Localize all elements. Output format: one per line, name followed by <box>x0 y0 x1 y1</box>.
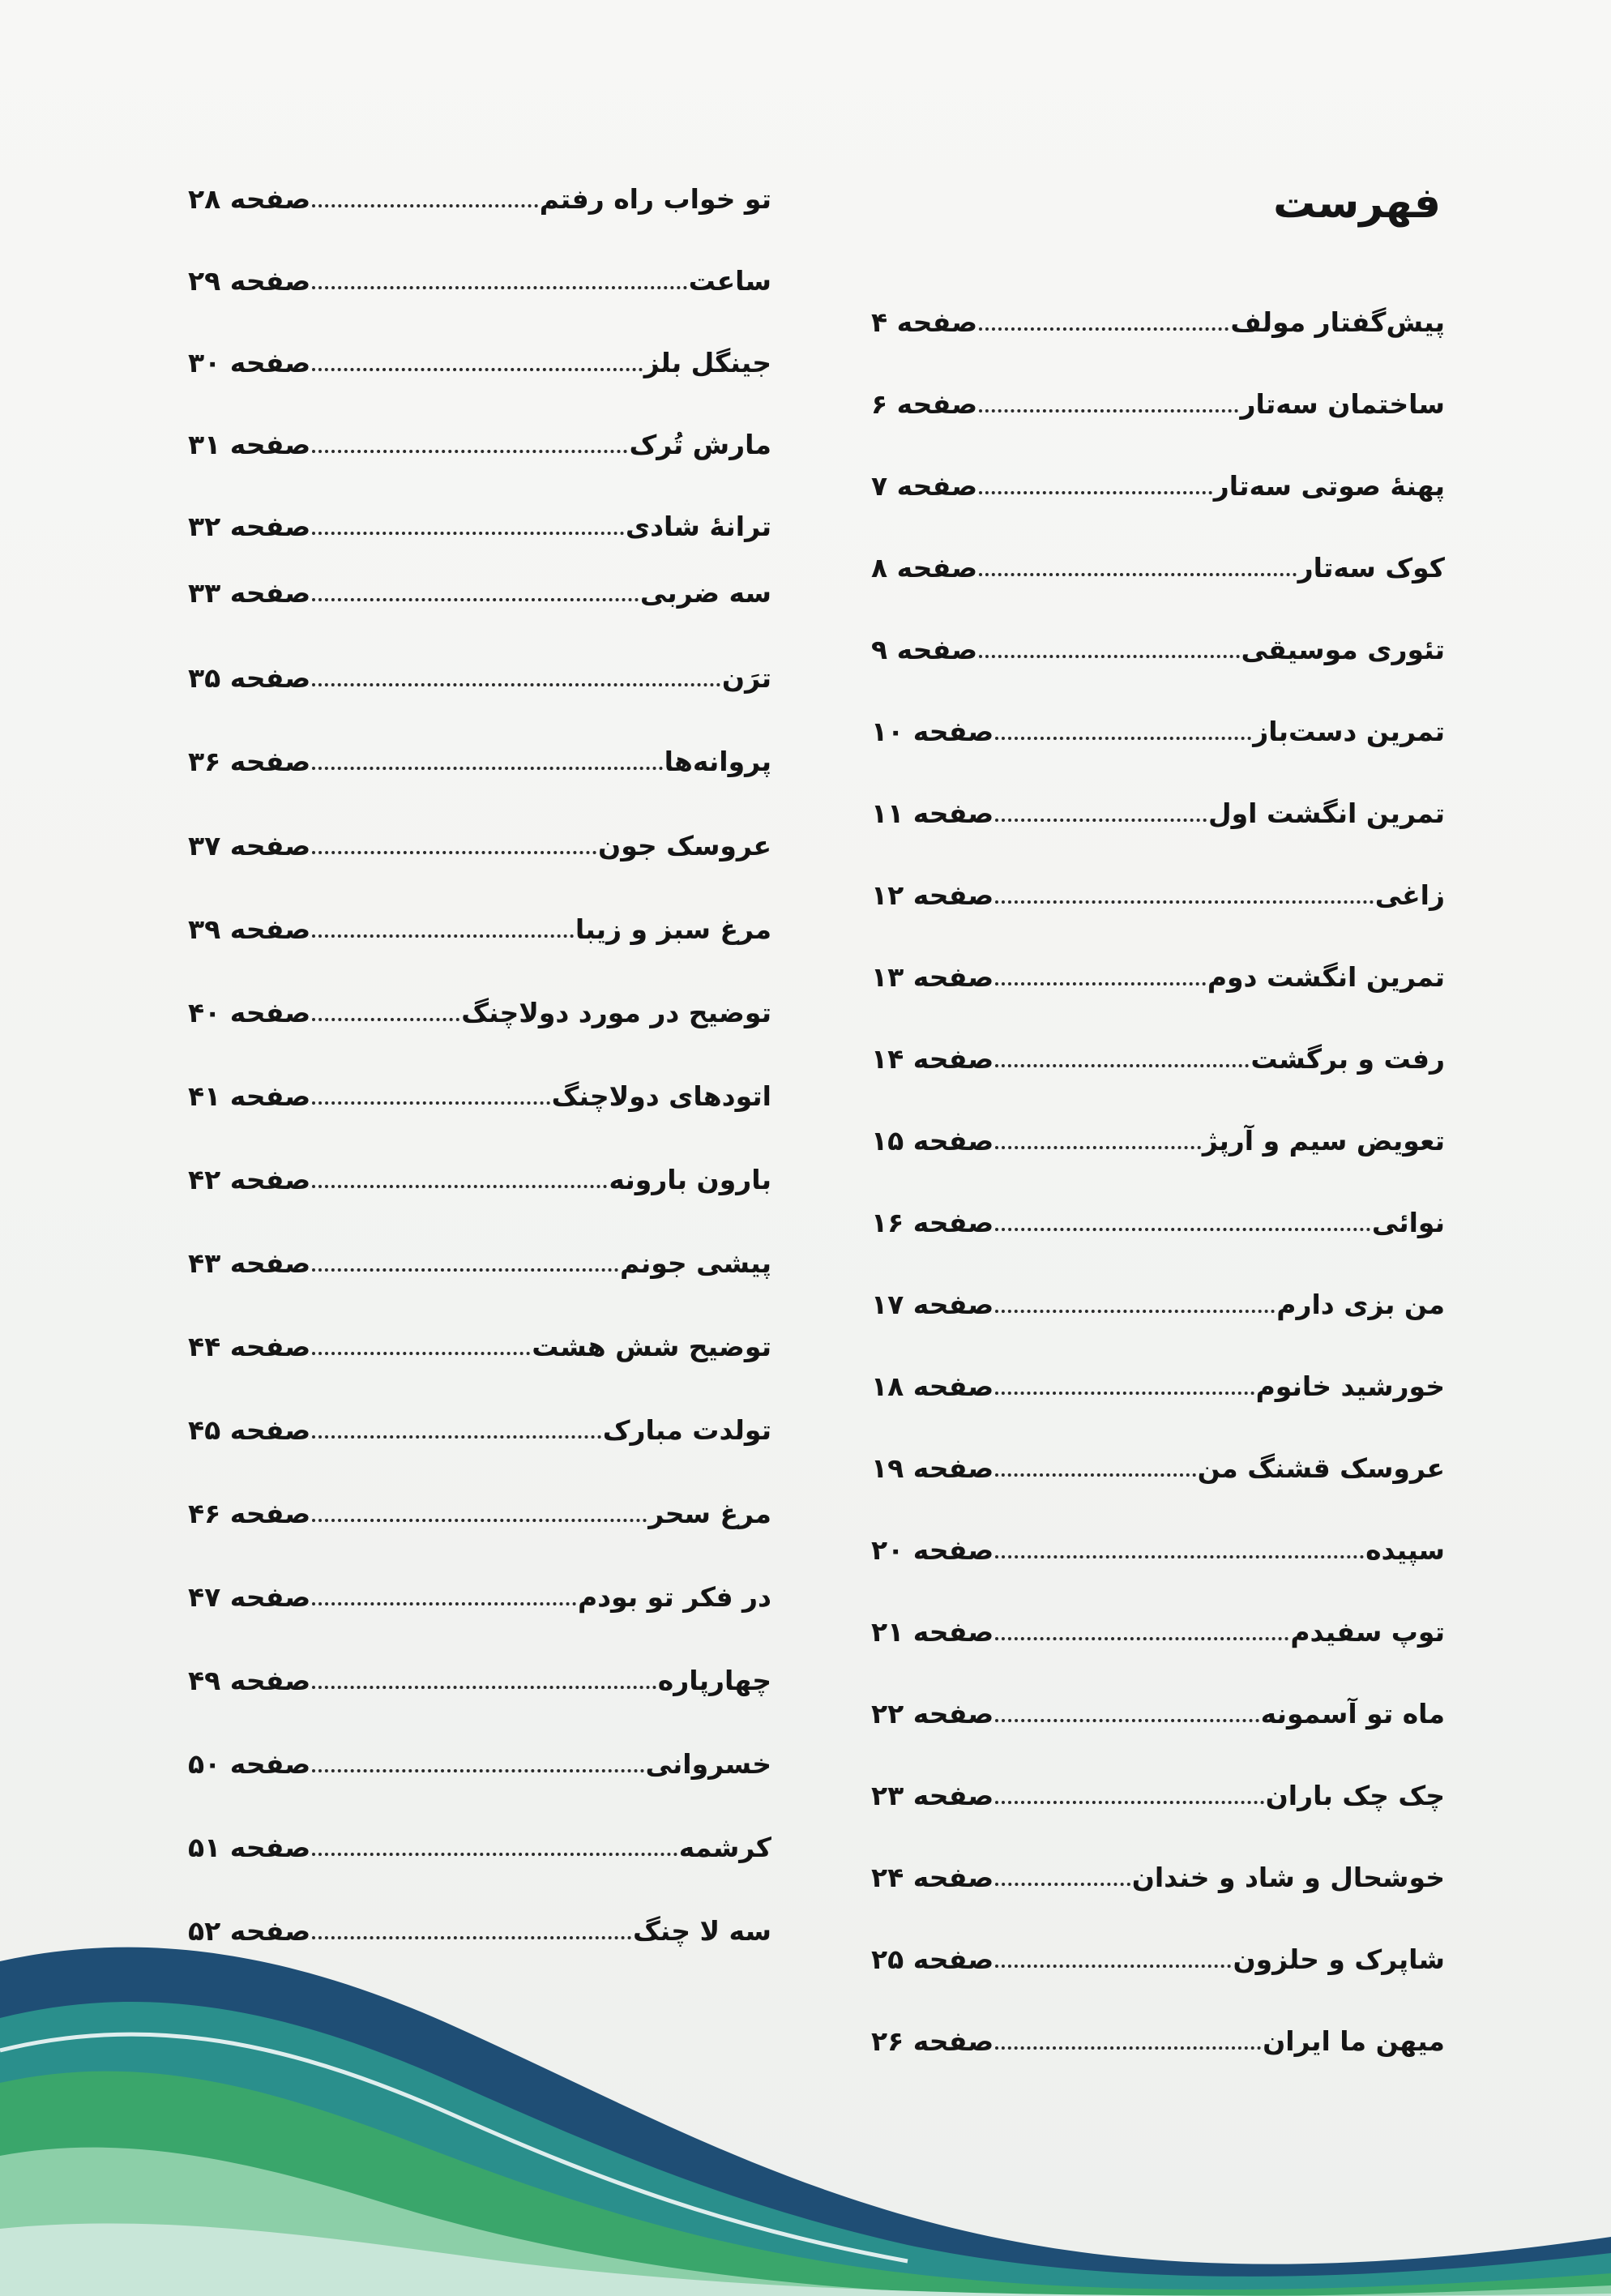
entry-title: تمرین انگشت دوم <box>1207 961 1445 994</box>
toc-entry[interactable] <box>188 1481 771 1530</box>
dot-leader <box>312 1853 677 1856</box>
dot-leader <box>995 982 1206 986</box>
page-number: صفحه ۱۲ <box>871 879 994 912</box>
entry-title: پروانه‌ها <box>664 746 771 778</box>
dot-leader <box>312 851 596 854</box>
page-number: صفحه ۳۲ <box>188 511 311 543</box>
entry-title: عروسک جون <box>598 830 771 862</box>
page-number: صفحه ۱۷ <box>871 1289 994 1321</box>
entry-title: شاپرک و حلزون <box>1233 1943 1445 1976</box>
page-number: صفحه ۵۰ <box>188 1748 311 1781</box>
dot-leader <box>995 1146 1201 1149</box>
dot-leader <box>312 1686 656 1689</box>
entry-title: پیش‌گفتار مولف <box>1230 306 1445 339</box>
entry-title: تعویض سیم و آرپژ <box>1202 1125 1445 1157</box>
toc-entry[interactable] <box>188 981 771 1029</box>
toc-entry[interactable] <box>871 1191 1445 1239</box>
page-number: صفحه ۳۹ <box>188 913 311 946</box>
toc-entry[interactable] <box>188 729 771 778</box>
entry-title: تولدت مبارک <box>602 1414 771 1447</box>
entry-title: ماه تو آسمونه <box>1260 1698 1445 1730</box>
dot-leader <box>995 737 1251 740</box>
entry-title: میهن ما ایران <box>1263 2025 1445 2058</box>
toc-entry[interactable] <box>871 945 1445 994</box>
toc-entry[interactable] <box>188 1815 771 1864</box>
entry-title: چهارپاره <box>657 1665 771 1697</box>
toc-entry[interactable] <box>871 1518 1445 1567</box>
entry-title: جینگل بلز <box>643 347 771 379</box>
entry-title: خسروانی <box>645 1748 771 1781</box>
dot-leader <box>979 655 1239 658</box>
toc-entry[interactable] <box>871 290 1445 339</box>
toc-entry[interactable] <box>188 331 771 379</box>
entry-title: من بزی دارم <box>1276 1289 1445 1321</box>
entry-title: توضیح در مورد دولاچنگ <box>461 997 771 1029</box>
page-number: صفحه ۲۲ <box>871 1698 994 1730</box>
toc-entry[interactable] <box>188 897 771 946</box>
dot-leader <box>312 767 662 770</box>
page-number: صفحه ۷ <box>871 470 978 502</box>
page-number: صفحه ۶ <box>871 388 978 421</box>
dot-leader <box>312 1101 549 1105</box>
page-number: صفحه ۱۸ <box>871 1370 994 1403</box>
entry-title: چک چک باران <box>1265 1780 1445 1812</box>
dot-leader <box>312 204 538 207</box>
page-number: صفحه ۵۲ <box>188 1915 311 1948</box>
dot-leader <box>995 1801 1263 1804</box>
toc-entry[interactable] <box>871 699 1445 748</box>
page-number: صفحه ۲۹ <box>188 265 311 297</box>
page-number: صفحه ۲۳ <box>871 1780 994 1812</box>
dot-leader <box>312 598 639 601</box>
dot-leader <box>312 683 720 686</box>
entry-title: مرغ سحر <box>648 1498 771 1530</box>
dot-leader <box>312 1352 530 1355</box>
page-number: صفحه ۴۹ <box>188 1665 311 1697</box>
page-number: صفحه ۸ <box>871 552 978 584</box>
toc-entry[interactable] <box>871 454 1445 502</box>
entry-title: رفت و برگشت <box>1250 1043 1445 1075</box>
page-number: صفحه ۱۴ <box>871 1043 994 1075</box>
entry-title: تمرین دست‌باز <box>1253 716 1445 748</box>
toc-entry[interactable] <box>871 1272 1445 1321</box>
entry-title: اتودهای دولاچنگ <box>551 1080 771 1113</box>
page-number: صفحه ۱۱ <box>871 797 994 830</box>
entry-title: نوائی <box>1371 1207 1445 1239</box>
page-number: صفحه ۴ <box>871 306 978 339</box>
dot-leader <box>979 409 1238 413</box>
toc-entry[interactable] <box>188 167 771 216</box>
entry-title: تمرین انگشت اول <box>1208 797 1445 830</box>
page-number: صفحه ۲۵ <box>871 1943 994 1976</box>
dot-leader <box>312 1018 459 1021</box>
dot-leader <box>312 1769 643 1772</box>
toc-entry[interactable] <box>871 1682 1445 1730</box>
dot-leader <box>312 1185 607 1188</box>
toc-entry[interactable] <box>188 1648 771 1697</box>
dot-leader <box>312 450 627 453</box>
page-number: صفحه ۲۱ <box>871 1616 994 1648</box>
page-number: صفحه ۲۶ <box>871 2025 994 2058</box>
dot-leader <box>312 368 643 371</box>
entry-title: ساعت <box>688 265 771 297</box>
page-number: صفحه ۱۳ <box>871 961 994 994</box>
dot-leader <box>995 819 1207 822</box>
entry-title: پهنهٔ صوتی سه‌تار <box>1213 470 1445 502</box>
entry-title: سه لا چنگ <box>632 1915 771 1948</box>
entry-title: بارون بارونه <box>609 1164 771 1196</box>
entry-title: توضیح شش هشت <box>532 1331 771 1363</box>
toc-entry[interactable] <box>188 1732 771 1781</box>
entry-title: سپیده <box>1365 1534 1445 1567</box>
page-number: صفحه ۳۶ <box>188 746 311 778</box>
page-number: صفحه ۲۴ <box>871 1862 994 1894</box>
entry-title: ترَن <box>721 662 771 695</box>
page-number: صفحه ۳۱ <box>188 429 311 461</box>
toc-entry[interactable] <box>188 1231 771 1280</box>
toc-entry[interactable] <box>188 494 771 543</box>
page-number: صفحه ۱۹ <box>871 1452 994 1485</box>
dot-leader <box>312 286 686 289</box>
page-number: صفحه ۴۷ <box>188 1581 311 1614</box>
page-number: صفحه ۳۷ <box>188 830 311 862</box>
page-number: صفحه ۳۳ <box>188 577 311 609</box>
entry-title: مرغ سبز و زیبا <box>575 913 771 946</box>
dot-leader <box>312 532 624 535</box>
decorative-wave-footer <box>0 1929 1611 2296</box>
page-number: صفحه ۲۸ <box>188 183 311 216</box>
toc-entry[interactable] <box>188 1148 771 1196</box>
dot-leader <box>979 573 1297 576</box>
page-number: صفحه ۲۰ <box>871 1534 994 1567</box>
toc-entry[interactable] <box>871 372 1445 421</box>
entry-title: عروسک قشنگ من <box>1197 1452 1445 1485</box>
toc-entry[interactable] <box>871 1109 1445 1157</box>
page-number: صفحه ۱۶ <box>871 1207 994 1239</box>
toc-entry[interactable] <box>188 413 771 461</box>
dot-leader <box>995 1310 1275 1313</box>
page-number: صفحه ۳۰ <box>188 347 311 379</box>
toc-entry[interactable] <box>871 1436 1445 1485</box>
entry-title: تو خواب راه رفتم <box>539 183 771 216</box>
dot-leader <box>995 1883 1130 1886</box>
entry-title: پیشی جونم <box>619 1247 771 1280</box>
dot-leader <box>995 900 1374 904</box>
entry-title: کرشمه <box>678 1832 771 1864</box>
toc-entry[interactable] <box>871 1764 1445 1812</box>
page-number: صفحه ۴۲ <box>188 1164 311 1196</box>
toc-entry[interactable] <box>188 1398 771 1447</box>
entry-title: در فکر تو بودم <box>577 1581 771 1614</box>
page-number: صفحه ۴۳ <box>188 1247 311 1280</box>
toc-entry[interactable] <box>188 249 771 297</box>
dot-leader <box>995 1064 1249 1067</box>
toc-entry[interactable] <box>871 1845 1445 1894</box>
entry-title: توپ سفیدم <box>1290 1616 1445 1648</box>
entry-title: تئوری موسیقی <box>1241 634 1445 666</box>
dot-leader <box>312 934 574 938</box>
toc-entry[interactable] <box>871 618 1445 666</box>
toc-entry[interactable] <box>188 1565 771 1614</box>
dot-leader <box>995 1392 1254 1395</box>
toc-entry[interactable] <box>871 1600 1445 1648</box>
toc-entry[interactable] <box>188 814 771 862</box>
dot-leader <box>995 1637 1288 1640</box>
page-number: صفحه ۵۱ <box>188 1832 311 1864</box>
page-number: صفحه ۴۵ <box>188 1414 311 1447</box>
entry-title: مارش تُرک <box>629 429 771 461</box>
dot-leader <box>979 491 1212 494</box>
dot-leader <box>995 1555 1364 1558</box>
page-number: صفحه ۹ <box>871 634 978 666</box>
toc-entry[interactable] <box>871 1354 1445 1403</box>
entry-title: خورشید خانوم <box>1255 1370 1445 1403</box>
toc-entry[interactable] <box>871 536 1445 584</box>
page-number: صفحه ۴۶ <box>188 1498 311 1530</box>
page-number: صفحه ۴۴ <box>188 1331 311 1363</box>
entry-title: خوشحال و شاد و خندان <box>1131 1862 1445 1894</box>
entry-title: زاغی <box>1374 879 1445 912</box>
dot-leader <box>312 1268 618 1272</box>
dot-leader <box>312 1519 647 1522</box>
dot-leader <box>312 1602 576 1605</box>
toc-entry[interactable] <box>871 781 1445 830</box>
toc-entry[interactable] <box>871 863 1445 912</box>
entry-title: ترانهٔ شادی <box>625 511 771 543</box>
toc-entry[interactable] <box>188 1315 771 1363</box>
toc-entry[interactable] <box>188 646 771 695</box>
page-title: فهرست <box>1273 179 1441 228</box>
page-number: صفحه ۱۰ <box>871 716 994 748</box>
dot-leader <box>995 1473 1195 1477</box>
toc-entry[interactable] <box>871 1027 1445 1075</box>
page-number: صفحه ۴۰ <box>188 997 311 1029</box>
dot-leader <box>995 1719 1258 1722</box>
page-number: صفحه ۱۵ <box>871 1125 994 1157</box>
entry-title: ساختمان سه‌تار <box>1240 388 1445 421</box>
toc-entry[interactable] <box>188 561 771 609</box>
toc-entry[interactable] <box>188 1064 771 1113</box>
entry-title: کوک سه‌تار <box>1297 552 1445 584</box>
dot-leader <box>979 327 1229 331</box>
entry-title: سه ضربی <box>639 577 771 609</box>
dot-leader <box>312 1435 601 1439</box>
dot-leader <box>995 1228 1370 1231</box>
page-number: صفحه ۴۱ <box>188 1080 311 1113</box>
page-number: صفحه ۳۵ <box>188 662 311 695</box>
